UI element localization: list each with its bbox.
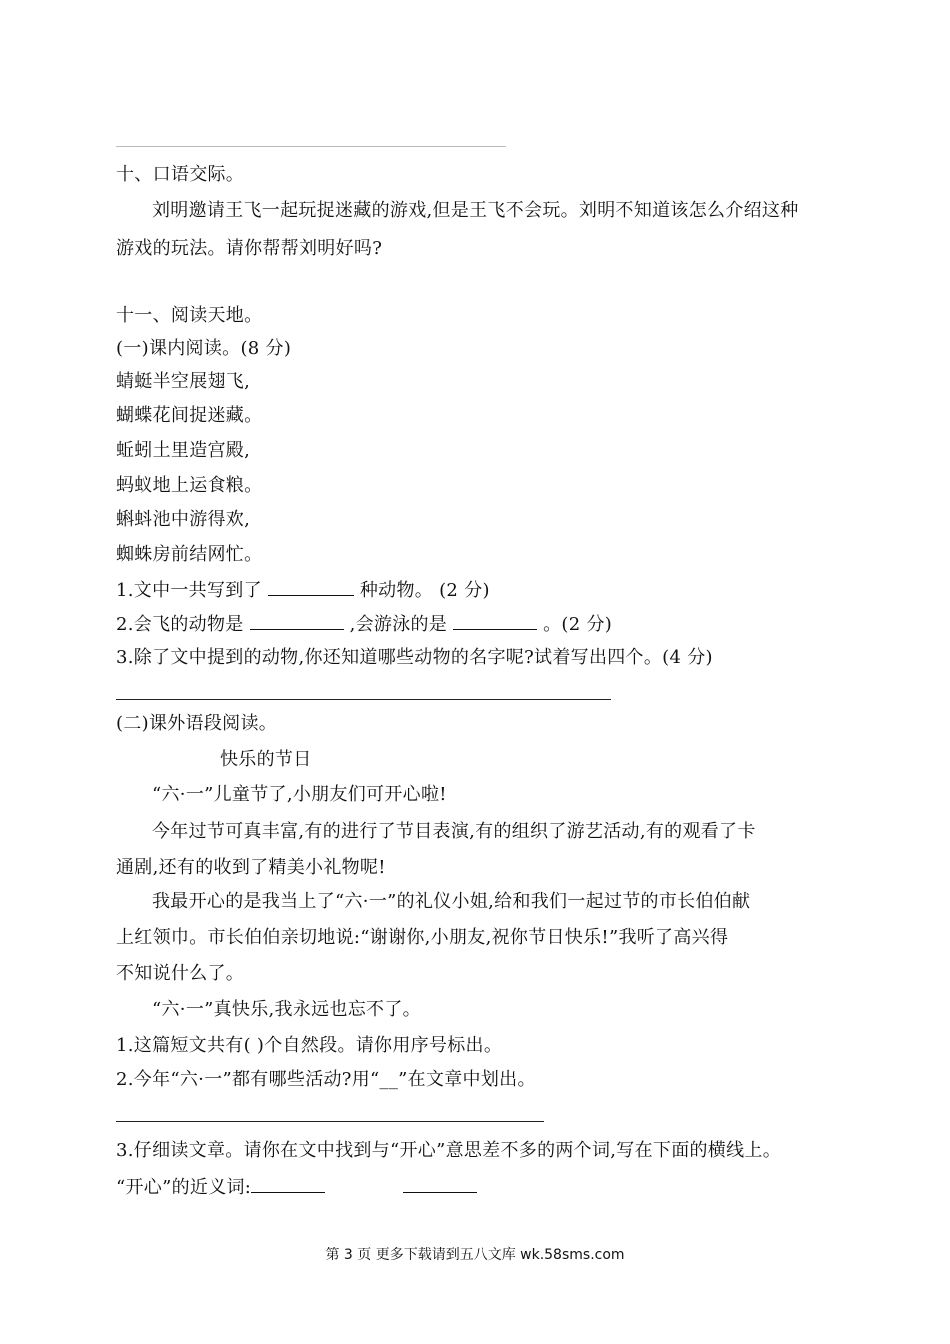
part1-heading: (一)课内阅读。(8 分) [116,338,292,359]
question-1-text-b: 种动物。 (2 分) [359,580,490,601]
question-2-text-b: ,会游泳的是 [349,614,448,635]
question-1 [116,577,490,603]
section10-heading: 十、口语交际。 [116,164,245,185]
question-2-text-a: 2.会飞的动物是 [116,614,244,635]
story-paragraph-4: “六·一”真快乐,我永远也忘不了。 [152,999,421,1020]
synonym-blank-1[interactable] [251,1174,325,1193]
question-2-blank-fly[interactable] [250,611,344,630]
synonym-label: “开心”的近义词: [116,1177,252,1198]
question-3: 3.除了文中提到的动物,你还知道哪些动物的名字呢?试着写出四个。(4 分) [116,647,713,668]
question-3-answer-line[interactable] [116,699,611,700]
story-question-2-answer-line[interactable] [116,1121,544,1122]
story-paragraph-3-line1: 我最开心的是我当上了“六·一”的礼仪小姐,给和我们一起过节的市长伯伯献 [152,891,751,912]
poem-line: 蚯蚓土里造宫殿, [116,440,251,461]
story-question-2: 2.今年“六·一”都有哪些活动?用“__”在文章中划出。 [116,1069,536,1090]
story-paragraph-2-line2: 通剧,还有的收到了精美小礼物呢! [116,857,386,878]
question-2-text-c: 。(2 分) [543,614,613,635]
story-paragraph-1: “六·一”儿童节了,小朋友们可开心啦! [152,784,447,805]
answer-line-top [116,146,506,147]
story-paragraph-2-line1: 今年过节可真丰富,有的进行了节目表演,有的组织了游艺活动,有的观看了卡 [152,821,756,842]
story-paragraph-3-line2: 上红领巾。市长伯伯亲切地说:“谢谢你,小朋友,祝你节日快乐!”我听了高兴得 [116,927,729,948]
synonym-blank-2[interactable] [403,1174,477,1193]
question-2-blank-swim[interactable] [453,611,537,630]
story-question-3: 3.仔细读文章。请你在文中找到与“开心”意思差不多的两个词,写在下面的横线上。 [116,1140,781,1161]
story-title: 快乐的节日 [220,749,312,770]
section10-paragraph-line1: 刘明邀请王飞一起玩捉迷藏的游戏,但是王飞不会玩。刘明不知道该怎么介绍这种 [152,200,799,221]
story-paragraph-3-line3: 不知说什么了。 [116,963,245,984]
poem-line: 蜻蜓半空展翅飞, [116,371,251,392]
question-1-blank[interactable] [268,577,354,596]
poem-line: 蚂蚁地上运食粮。 [116,475,263,496]
story-question-1: 1.这篇短文共有( )个自然段。请你用序号标出。 [116,1035,503,1056]
synonym-row [116,1174,483,1200]
question-2 [116,611,612,637]
poem-line: 蜘蛛房前结网忙。 [116,544,263,565]
section10-paragraph-line2: 游戏的玩法。请你帮帮刘明好吗? [116,238,383,259]
page-footer: 第 3 页 更多下载请到五八文库 wk.58sms.com [325,1247,625,1263]
section11-heading: 十一、阅读天地。 [116,305,263,326]
question-1-text-a: 1.文中一共写到了 [116,580,262,601]
poem-line: 蝌蚪池中游得欢, [116,509,251,530]
part2-heading: (二)课外语段阅读。 [116,713,278,734]
poem-line: 蝴蝶花间捉迷藏。 [116,405,263,426]
